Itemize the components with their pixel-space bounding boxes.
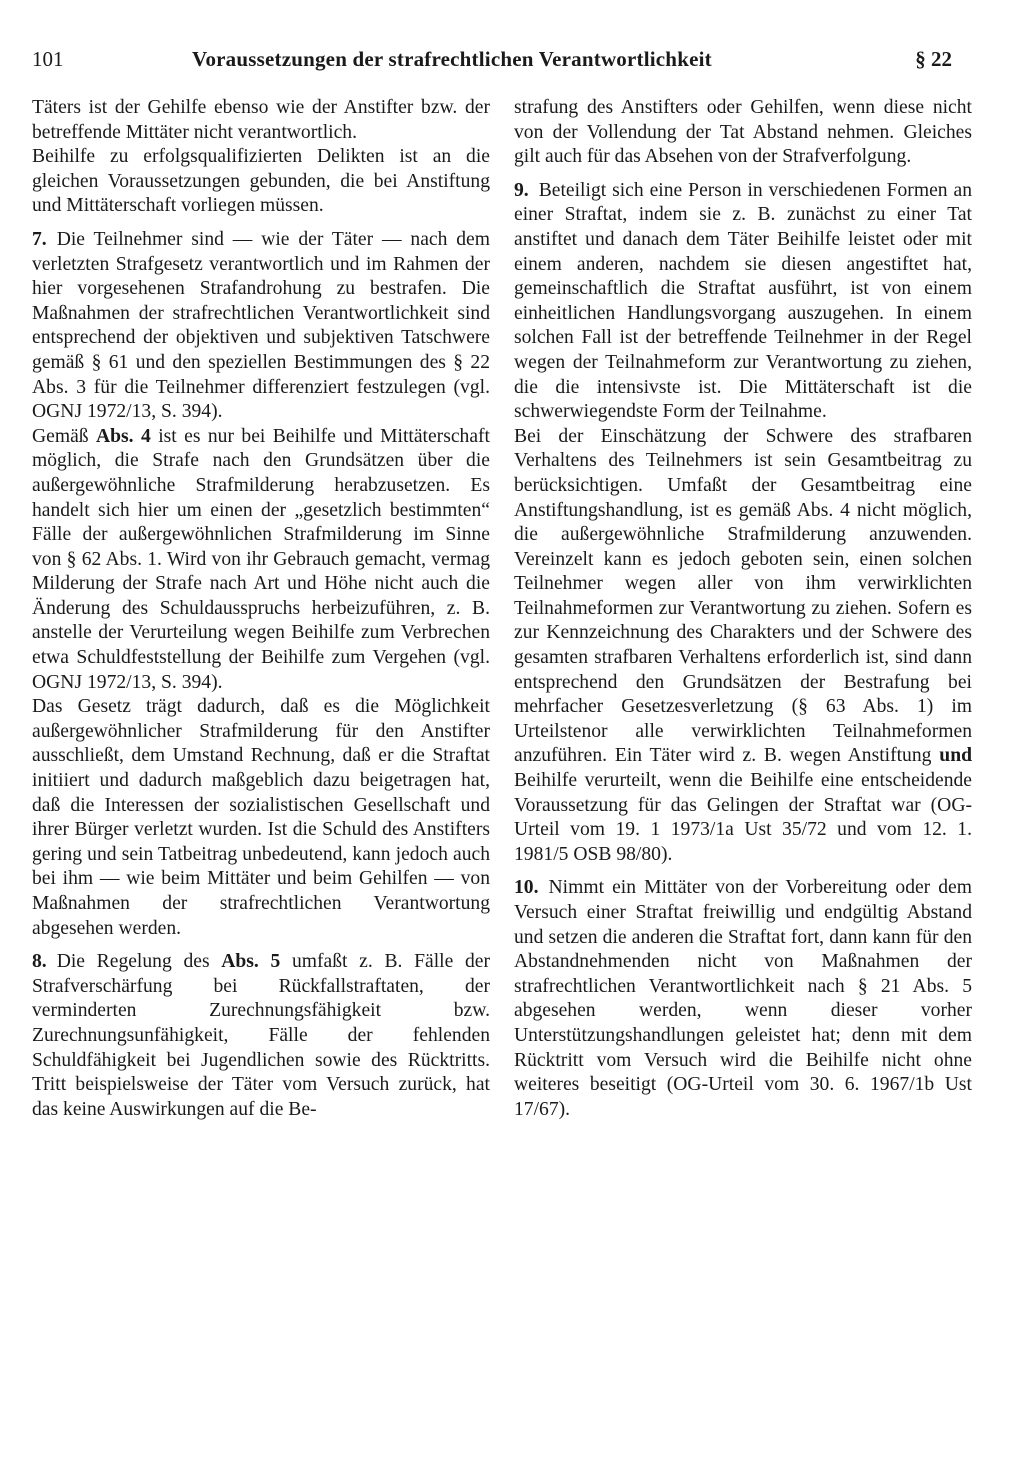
right-column [514,96,972,1122]
emphasis-term: und [939,745,972,767]
running-header [32,42,952,76]
paragraph-lead: Die Regelung des [56,951,222,973]
paragraph-einschaetzung [514,425,972,868]
running-title: Voraussetzungen der strafrechtlichen Verantwortlichkeit [192,47,712,71]
paragraph-8 [32,950,490,1122]
left-column [32,96,490,1122]
paragraph-text: Beihilfe verurteilt, wenn die Beihilfe eine entscheidende Voraussetzung für das Gelingen der Straftat war (OG-Urteil vom 19. 1 1973/1a Ust 35/72 und vom 12. 1. 1981/5 OSB 98/80). [514,770,972,865]
paragraph-lead: Bei der Einschätzung der Schwere des strafbaren Verhaltens des Teilnehmers ist sein Gesamtbeitrag zu berücksichtigen. Umfaßt der Gesamtbeitrag eine Anstiftungshandlung, ist es gemäß Abs. 4 nicht möglich, die außergewöhnliche Strafmilderung anzuwenden. Vereinzelt kann es jedoch geboten sein, einen solchen Teilnehmer wegen aller von ihm verwirklichten Teilnahmeformen zur Verantwortung zu ziehen. Sofern es zur Kennzeichnung des Charakters und der Schwere des gesamten strafbaren Verhaltens erforderlich ist, sind dann entsprechend den Grundsätzen der Bestrafung bei mehrfacher Gesetzesverletzung (§ 63 Abs. 1) im Urteilstenor alle verwirklichten Teilnahmeformen anzuführen. Ein Täter wird z. B. wegen Anstiftung [514,425,972,767]
section-marker: § 22 [915,47,952,71]
paragraph-text: Die Teilnehmer sind — wie der Täter — nach dem verletzten Strafgesetz verantwortlich und im Rahmen der hier vorgesehenen Strafandrohung zu bestrafen. Die Maßnahmen der strafrechtlichen Verantwortlichkeit sind entsprechend der objektiven und subjektiven Tatschwere gemäß § 61 und den speziellen Bestimmungen des § 22 Abs. 3 für die Teilnehmer differenziert festzulegen (vgl. OGNJ 1972/13, S. 394). [32,228,490,423]
paragraph-7 [32,228,490,425]
paragraph-abs4 [32,425,490,696]
paragraph-text: Beihilfe zu erfolgsqualifizierten Delikten ist an die gleichen Voraussetzungen gebunden, die bei Anstiftung und Mittäterschaft vorliegen müssen. [32,146,490,217]
paragraph-beihilfe [32,145,490,219]
paragraph-gesetz [32,695,490,941]
paragraph-text: strafung des Anstifters oder Gehilfen, wenn diese nicht von der Vollendung der Tat Abstand nehmen. Gleiches gilt auch für das Absehen von der Strafverfolgung. [514,97,972,168]
paragraph-number: 8. [32,951,47,973]
paragraph-lead: Gemäß [32,425,96,447]
paragraph-10 [514,876,972,1122]
page-number: 101 [32,47,64,71]
paragraph-text: Beteiligt sich eine Person in verschiedenen Formen an einer Straftat, indem sie z. B. zunächst zu einer Tat anstiftet und danach dem Täter Beihilfe leistet oder mit einem anderen, nachdem sie diesen angestiftet hat, gemeinschaftlich die Straftat ausführt, ist von einem einheitlichen Handlungsvorgang auszugehen. In einem solchen Fall ist der betreffende Teilnehmer in der Regel wegen der Teilnahmeform zur Verantwortung zu ziehen, die die intensivste ist. Die Mittäterschaft ist die schwerwiegendste Form der Teilnahme. [514,179,972,423]
paragraph-text: Nimmt ein Mittäter von der Vorbereitung oder dem Versuch einer Straftat freiwillig und endgültig Abstand und setzen die anderen die Straftat fort, dann kann für den Abstandnehmenden nicht von Maßnahmen der strafrechtlichen Verantwortlichkeit nach § 21 Abs. 5 abgesehen werden, wenn dieser vorher Unterstützungshandlungen geleistet hat; denn mit dem Rücktritt vom Versuch wird die Beihilfe nicht ohne weiteres beseitigt (OG-Urteil vom 30. 6. 1967/1b Ust 17/67). [514,877,972,1120]
paragraph-text: ist es nur bei Beihilfe und Mittäterschaft möglich, die Strafe nach den Grundsätzen über die außergewöhnliche Strafmilderung herabzusetzen. Es handelt sich hier um einen der „gesetzlich bestimmten“ Fälle der außergewöhnlichen Strafmilderung im Sinne von § 62 Abs. 1. Wird von ihr Gebrauch gemacht, vermag Milderung der Strafe nach Art und Höhe nicht auch die Änderung des Schuldausspruchs herbeizuführen, z. B. anstelle der Verurteilung wegen Beihilfe zum Verbrechen etwa Schuldfeststellung der Beihilfe zum Vergehen (vgl. OGNJ 1972/13, S. 394). [32,425,490,693]
emphasis-term: Abs. 4 [96,425,151,447]
paragraph-text: Das Gesetz trägt dadurch, daß es die Möglichkeit außergewöhnlicher Strafmilderung für den Anstifter ausschließt, dem Umstand Rechnung, daß er die Straftat initiiert und dadurch maßgeblich dazu beigetragen hat, daß die Interessen der sozialistischen Gesellschaft und ihrer Bürger verletzt wurden. Ist die Schuld des Anstifters gering und sein Tatbeitrag unbedeutend, kann jedoch auch bei ihm — wie beim Mittäter und beim Gehilfen — von Maßnahmen der strafrechtlichen Verantwortung abgesehen werden. [32,696,490,939]
paragraph-number: 9. [514,179,529,201]
paragraph-continuation [32,96,490,145]
paragraph-9 [514,179,972,425]
paragraph-number: 10. [514,877,539,899]
emphasis-term: Abs. 5 [221,951,281,973]
paragraph-text: umfaßt z. B. Fälle der Strafverschärfung bei Rückfallstraftaten, der verminderten Zurechnungsfähigkeit bzw. Zurechnungsunfähigkeit, Fälle der fehlenden Schuldfähigkeit bei Jugendlichen sowie des Rücktritts. Tritt beispielsweise der Täter vom Versuch zurück, hat das keine Auswirkungen auf die Be- [32,951,490,1120]
paragraph-text: Täters ist der Gehilfe ebenso wie der Anstifter bzw. der betreffende Mittäter nicht verantwortlich. [32,97,490,143]
paragraph-continuation [514,96,972,170]
paragraph-number: 7. [32,228,47,250]
